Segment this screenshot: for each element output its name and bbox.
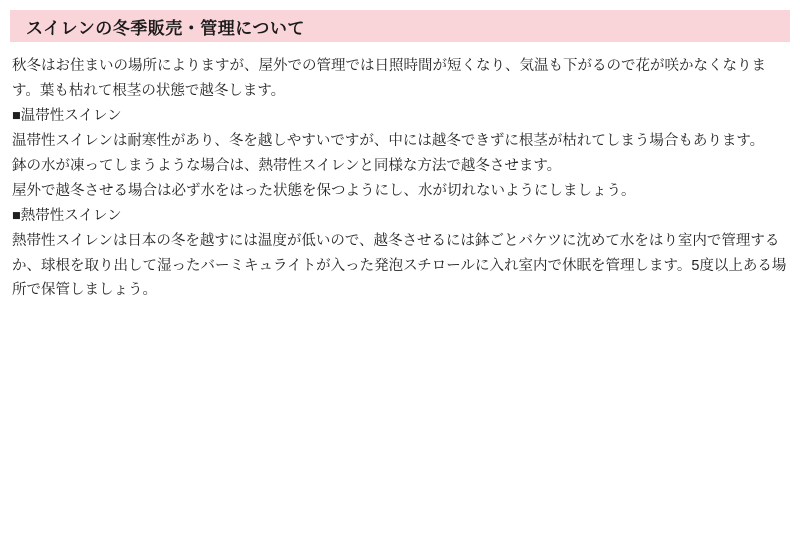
intro-paragraph: 秋冬はお住まいの場所によりますが、屋外での管理では日照時間が短くなり、気温も下がるので花が咲かなくなります。葉も枯れて根茎の状態で越冬します。 bbox=[12, 58, 766, 99]
section-heading-tropical: ■熱帯性スイレン bbox=[12, 207, 122, 224]
article-content bbox=[0, 42, 800, 303]
temperate-line-3: 屋外で越冬させる場合は必ず水をはった状態を保つようにし、水が切れないようにしましょう。 bbox=[12, 182, 636, 199]
page-container bbox=[0, 10, 800, 543]
section-heading-temperate: ■温帯性スイレン bbox=[12, 107, 122, 124]
temperate-line-2: 鉢の水が凍ってしまうような場合は、熱帯性スイレンと同様な方法で越冬させます。 bbox=[12, 157, 562, 174]
page-title: スイレンの冬季販売・管理について bbox=[26, 18, 305, 38]
page-header-band bbox=[10, 10, 790, 42]
tropical-line-1: 熱帯性スイレンは日本の冬を越すには温度が低いので、越冬させるには鉢ごとバケツに沈めて水をはり室内で管理するか、球根を取り出して湿ったバーミキュライトが入った発泡スチロールに入れ室内で休眠を管理します。5度以上ある場所で保管しましょう。 bbox=[12, 232, 787, 299]
temperate-line-1: 温帯性スイレンは耐寒性があり、冬を越しやすいですが、中には越冬できずに根茎が枯れてしまう場合もあります。 bbox=[12, 132, 765, 149]
